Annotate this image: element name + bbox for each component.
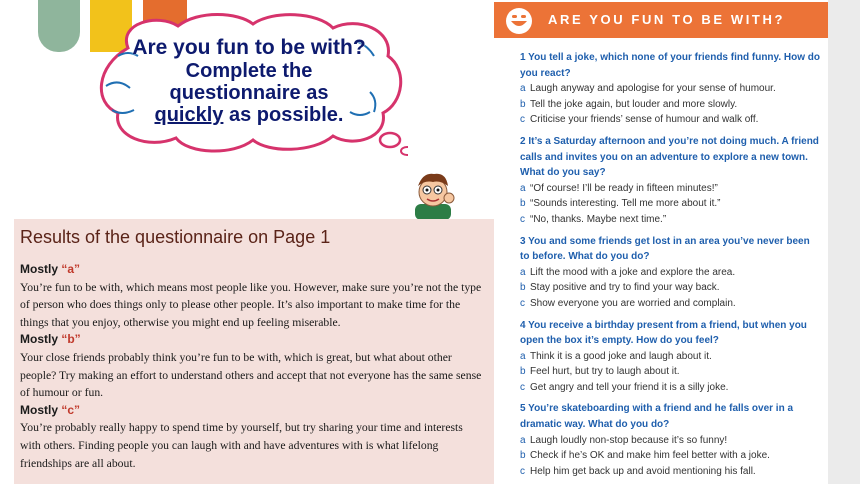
option-text: Laugh loudly non-stop because it’s so funny! — [530, 434, 728, 446]
right-edge-shadow — [828, 0, 860, 484]
question-item — [520, 234, 820, 312]
results-title: Results of the questionnaire on Page 1 — [20, 227, 331, 247]
answer-option-a — [520, 181, 820, 197]
cloud-line-4-rest: as possible. — [223, 104, 344, 126]
question-list — [520, 50, 820, 485]
answer-option-b — [520, 97, 820, 113]
option-letter: b — [520, 282, 526, 294]
underlined-word: quickly — [154, 104, 224, 126]
answer-option-b — [520, 364, 820, 380]
result-text-b: Your close friends probably think you’re fun to be with, which is great, but what about other people? Try making an effort to understand others and accept that not everyone has the same sense of humour or fun. — [20, 350, 482, 400]
option-letter: b — [520, 198, 526, 210]
question-item — [520, 318, 820, 396]
result-heading-b-label: Mostly — [20, 332, 62, 347]
result-text-c: You’re probably really happy to spend time by yourself, but try sharing your time and interests with others. Finding people you can laugh with and have adventures with is what lifelong friendships are all about. — [20, 421, 463, 470]
option-letter: b — [520, 366, 526, 378]
answer-option-a — [520, 81, 820, 97]
option-letter: b — [520, 450, 526, 462]
question-item — [520, 50, 820, 128]
option-letter: c — [520, 465, 525, 477]
answer-option-c — [520, 380, 820, 396]
results-panel — [14, 219, 494, 484]
question-text: 5 You’re skateboarding with a friend and he falls over in a dramatic way. What do you do? — [520, 403, 794, 431]
option-letter: a — [520, 350, 526, 362]
questionnaire-title: ARE YOU FUN TO BE WITH? — [548, 12, 785, 27]
result-heading-c-label: Mostly — [20, 402, 62, 417]
answer-option-c — [520, 112, 820, 128]
questionnaire-panel — [494, 0, 828, 484]
option-letter: b — [520, 98, 526, 110]
option-letter: a — [520, 266, 526, 278]
result-heading-c-letter: “c” — [61, 402, 81, 417]
option-text: “Of course! I’ll be ready in fifteen minutes!” — [530, 182, 718, 194]
option-text: Check if he’s OK and make him feel better with a joke. — [530, 450, 770, 462]
result-heading-a-letter: “a” — [61, 262, 81, 276]
cloud-line-3: questionnaire as — [169, 82, 329, 104]
result-heading-c — [20, 402, 486, 420]
question-item — [520, 401, 820, 479]
answer-option-c — [520, 212, 820, 228]
answer-option-c — [520, 296, 820, 312]
option-letter: c — [520, 213, 525, 225]
questionnaire-header — [494, 2, 828, 38]
cloud-text — [104, 36, 394, 126]
option-letter: a — [520, 434, 526, 446]
option-text: Help him get back up and avoid mentioning his fall. — [530, 465, 756, 477]
option-text: Criticise your friends’ sense of humour and walk off. — [530, 114, 759, 126]
answer-option-b — [520, 280, 820, 296]
result-heading-b-letter: “b” — [61, 332, 81, 347]
cloud-line-2: Complete the — [185, 60, 313, 82]
answer-option-b — [520, 196, 820, 212]
results-body — [20, 261, 486, 472]
option-letter: c — [520, 114, 525, 126]
option-text: “Sounds interesting. Tell me more about it.” — [530, 198, 721, 210]
option-letter: c — [520, 381, 525, 393]
option-text: Feel hurt, but try to laugh about it. — [530, 366, 680, 378]
cartoon-boy-icon — [405, 168, 461, 220]
answer-option-a — [520, 433, 820, 449]
option-letter: a — [520, 182, 526, 194]
result-heading-a — [20, 261, 486, 279]
option-text: “No, thanks. Maybe next time.” — [530, 213, 667, 225]
answer-option-a — [520, 265, 820, 281]
option-text: Think it is a good joke and laugh about it. — [530, 350, 712, 362]
question-item — [520, 134, 820, 228]
smiley-icon — [504, 6, 534, 36]
question-text: 2 It’s a Saturday afternoon and you’re not doing much. A friend calls and invites you on an adventure to explore a new town. What do you say? — [520, 135, 819, 179]
result-heading-b — [20, 331, 486, 349]
answer-option-a — [520, 349, 820, 365]
question-text: 3 You and some friends get lost in an area you’ve never been to before. What do you do? — [520, 235, 810, 263]
cloud-line-4 — [104, 104, 394, 126]
option-text: Stay positive and try to find your way back. — [530, 282, 720, 294]
answer-option-b — [520, 448, 820, 464]
option-text: Show everyone you are worried and complain. — [530, 297, 736, 309]
question-text: 1 You tell a joke, which none of your friends find funny. How do you react? — [520, 52, 821, 79]
cloud-line-1: Are you fun to be with? — [132, 36, 366, 59]
option-text: Laugh anyway and apologise for your sense of humour. — [530, 83, 776, 95]
option-letter: c — [520, 297, 525, 309]
option-letter: a — [520, 83, 526, 95]
result-text-a: You’re fun to be with, which means most people like you. However, make sure you’re not the type of person who does things only to please other people. It’s also important to make time for the things that you enjoy, otherwise you might end up feeling miserable. — [20, 280, 482, 329]
result-heading-a-label: Mostly — [20, 262, 62, 276]
decor-tab-green — [38, 0, 80, 52]
answer-option-c — [520, 464, 820, 480]
question-text: 4 You receive a birthday present from a friend, but when you open the box it’s empty. How do you feel? — [520, 319, 807, 347]
option-text: Tell the joke again, but louder and more slowly. — [530, 98, 738, 110]
option-text: Get angry and tell your friend it is a silly joke. — [530, 381, 729, 393]
option-text: Lift the mood with a joke and explore the area. — [530, 266, 736, 278]
